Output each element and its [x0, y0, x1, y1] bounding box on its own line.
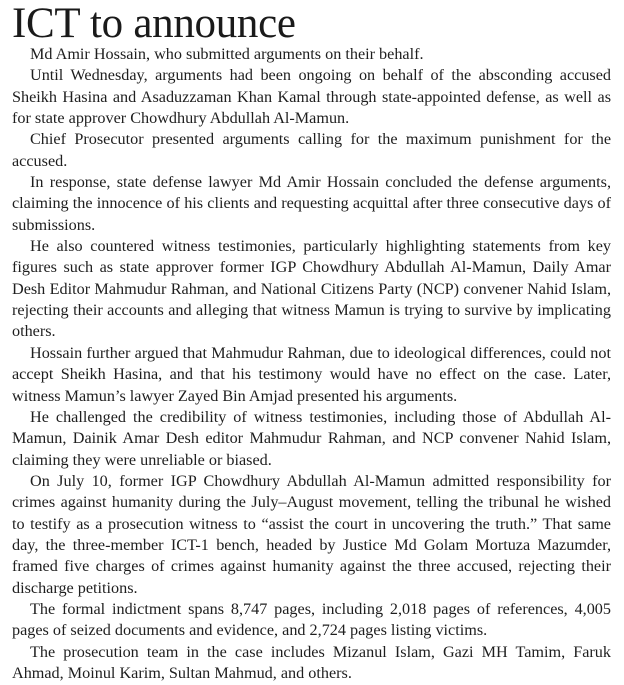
- paragraph-arguments-ongoing: Until Wednesday, arguments had been ongoing on behalf of the absconding accused Sheikh Hasina and Asaduzzaman Khan Kamal through state-appointed defense, as well as for state approver Chowdhury Abdullah Al-Mamun.: [12, 66, 611, 128]
- headline: ICT to announce: [12, 0, 296, 47]
- paragraph-witness-testimonies: He also countered witness testimonies, particularly highlighting statements from key figures such as state approver former IGP Chowdhury Abdullah Al-Mamun, Daily Amar Desh Editor Mahmudur Rahman, and National Citizens Party (NCP) convener Nahid Islam, rejecting their accounts and alleging that witness Mamun is trying to survive by implicating others.: [12, 237, 611, 341]
- paragraph-defense-response: In response, state defense lawyer Md Amir Hossain concluded the defense arguments, claiming the innocence of his clients and requesting acquittal after three consecutive days of submissions.: [12, 173, 611, 234]
- paragraph-hossain-argument: Hossain further argued that Mahmudur Rahman, due to ideological differences, could not accept Sheikh Hasina, and that his testimony would have no effect on the case. Later, witness Mamun’s lawyer Zayed Bin Amjad presented his arguments.: [12, 343, 611, 405]
- paragraph-indictment: The formal indictment spans 8,747 pages, including 2,018 pages of references, 4,005 pages of seized documents and evidence, and 2,724 pages listing victims.: [12, 599, 611, 640]
- paragraph-continuation: Md Amir Hossain, who submitted arguments on their behalf.: [30, 45, 424, 63]
- news-article: [12, 0, 611, 684]
- paragraph-july-10: On July 10, former IGP Chowdhury Abdullah Al-Mamun admitted responsibility for crimes against humanity during the July–August movement, telling the tribunal he wished to testify as a prosecution witness to “assist the court in uncovering the truth.” That same day, the three-member ICT-1 bench, headed by Justice Md Golam Mortuza Mazumder, framed five charges of crimes against humanity against the three accused, rejecting their discharge petitions.: [12, 471, 611, 597]
- paragraph-chief-prosecutor: Chief Prosecutor presented arguments calling for the maximum punishment for the accused.: [12, 130, 611, 170]
- paragraph-credibility-challenge: He challenged the credibility of witness testimonies, including those of Abdullah Al-Mamun, Dainik Amar Desh editor Mahmudur Rahman, and NCP convener Nahid Islam, claiming they were unreliable or biased.: [12, 407, 611, 469]
- article-body: [12, 44, 611, 684]
- paragraph-prosecution-team: The prosecution team in the case includes Mizanul Islam, Gazi MH Tamim, Faruk Ahmad, Moinul Karim, Sultan Mahmud, and others.: [12, 642, 611, 682]
